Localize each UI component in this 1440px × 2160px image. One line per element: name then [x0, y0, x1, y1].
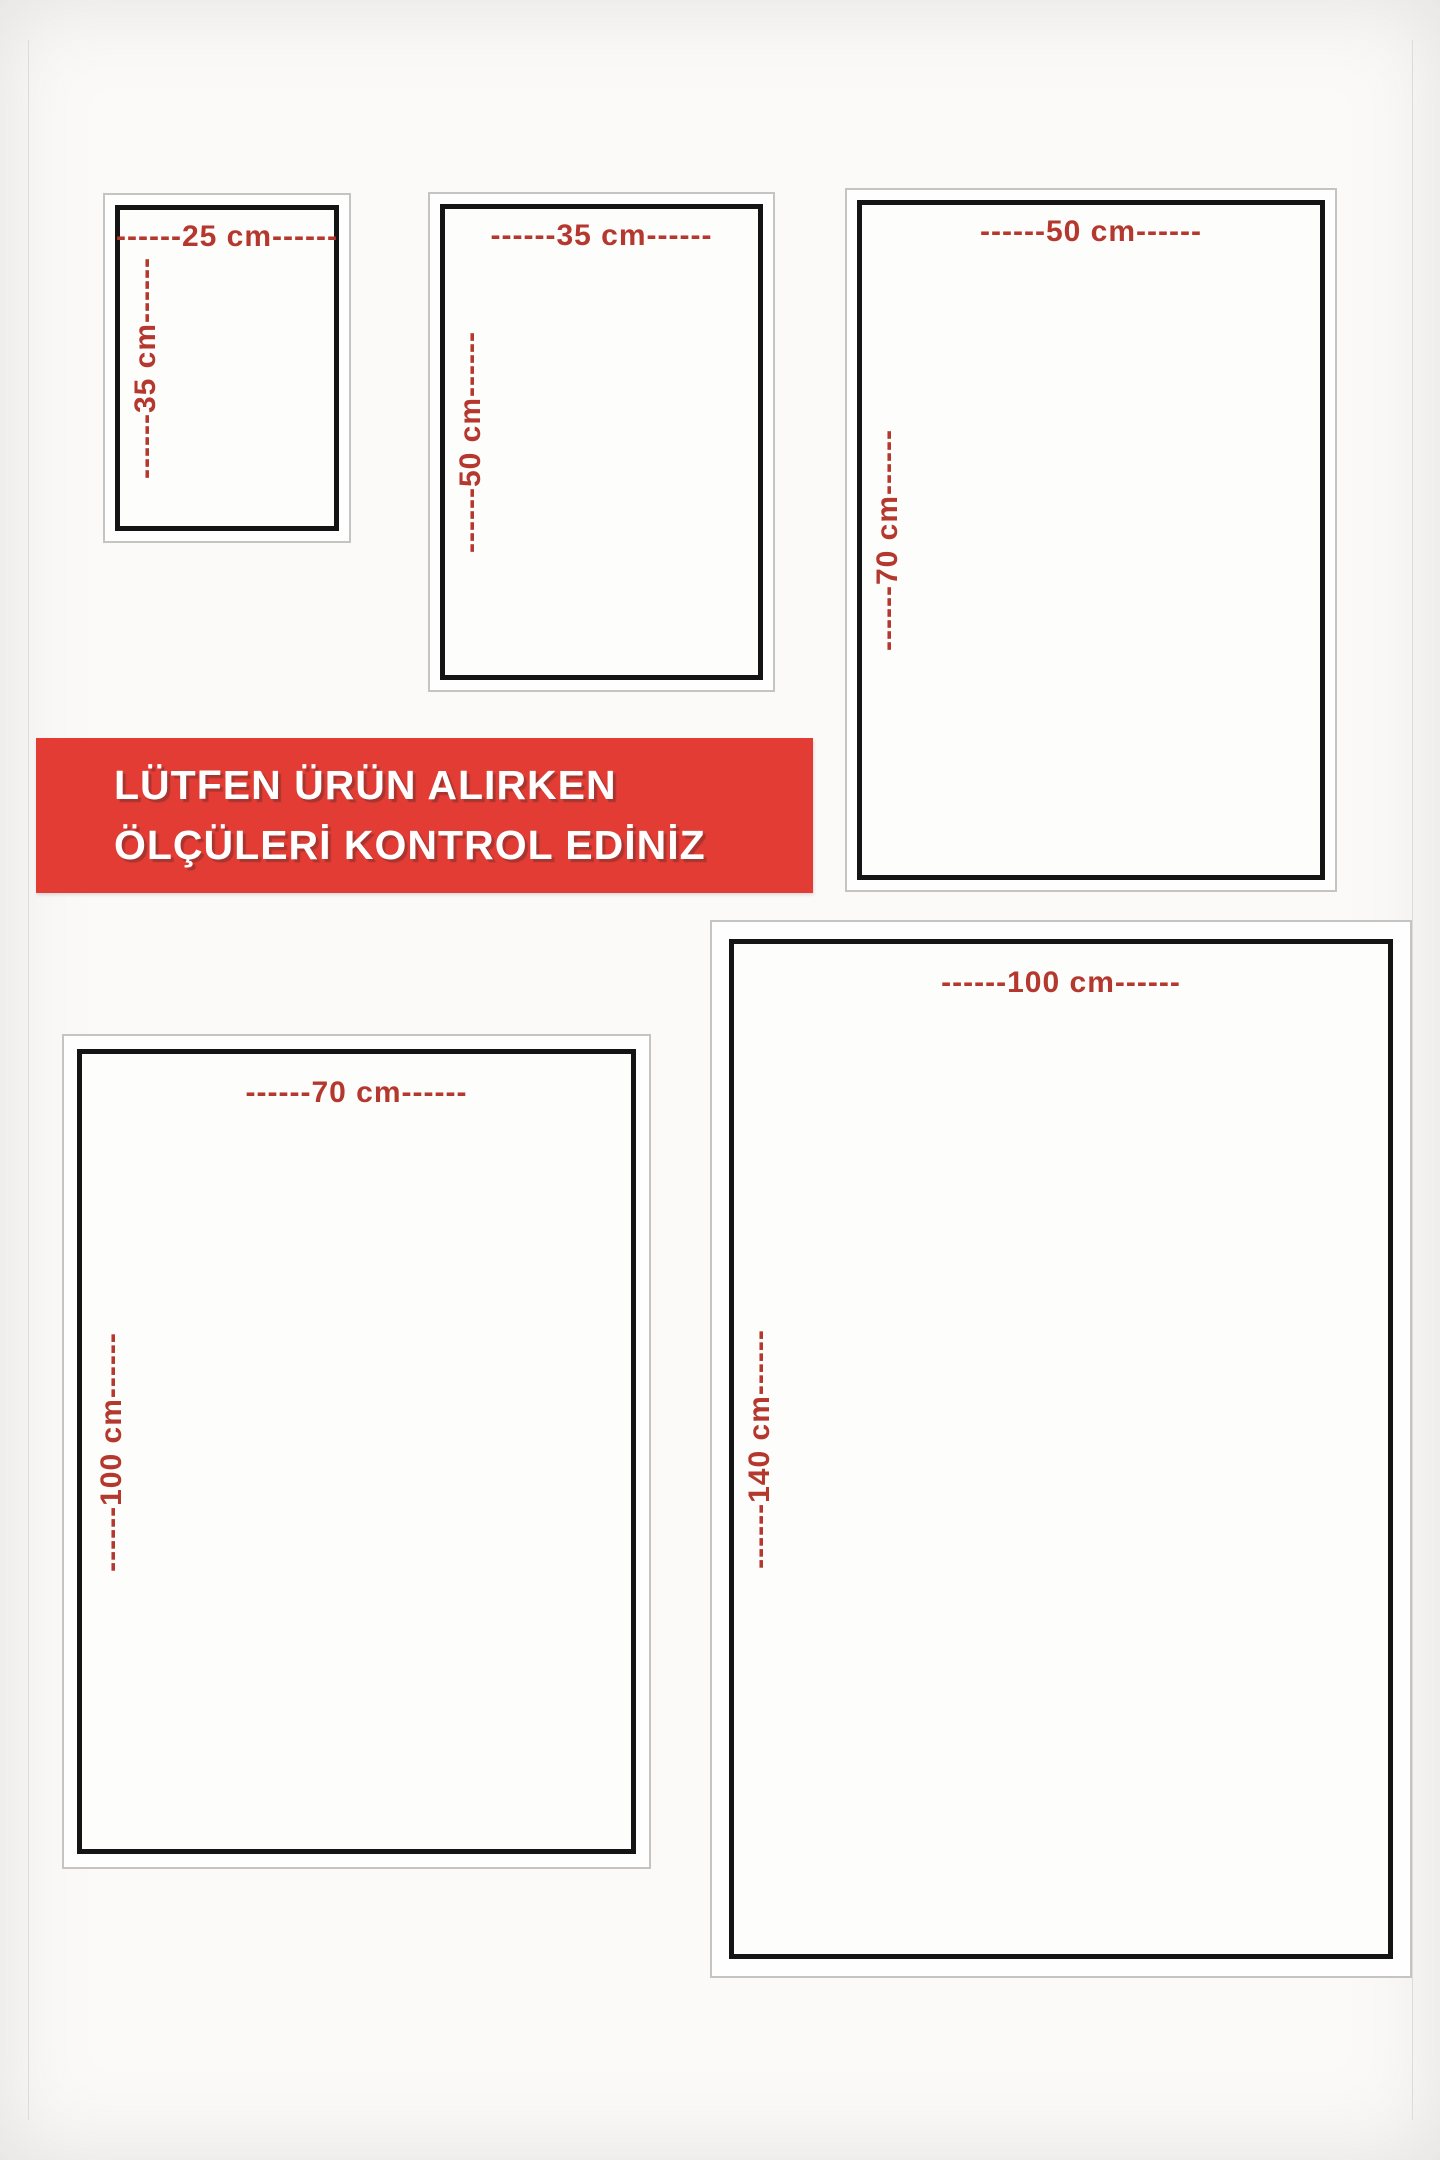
size-box-100x140: [710, 920, 1412, 1978]
width-dimension-label: ------70 cm------: [245, 1076, 468, 1109]
height-dimension-label: ------100 cm------: [95, 1331, 128, 1572]
height-dimension-label: ------140 cm------: [743, 1329, 776, 1569]
size-box-frame: [77, 1049, 636, 1854]
size-box-frame: [729, 939, 1393, 1959]
size-box-25x35: [103, 193, 351, 543]
warning-banner-line1: LÜTFEN ÜRÜN ALIRKEN: [114, 762, 617, 809]
size-box-35x50: [428, 192, 775, 692]
width-dimension-label: ------100 cm------: [941, 966, 1181, 999]
width-dimension-label: ------35 cm------: [490, 219, 713, 252]
size-box-70x100: [62, 1034, 651, 1869]
size-box-50x70: [845, 188, 1337, 892]
size-box-frame: [440, 204, 763, 680]
warning-banner: [36, 738, 813, 893]
width-dimension-label: ------25 cm------: [116, 220, 338, 253]
size-box-frame: [857, 200, 1325, 880]
height-dimension-label: ------70 cm------: [871, 429, 904, 651]
height-dimension-label: ------35 cm------: [129, 257, 162, 479]
page-edge-line: [28, 40, 29, 2120]
height-dimension-label: ------50 cm------: [454, 331, 487, 553]
size-box-frame: [115, 205, 339, 531]
page-edge-line: [1412, 40, 1413, 2120]
width-dimension-label: ------50 cm------: [980, 215, 1202, 248]
warning-banner-line2: ÖLÇÜLERİ KONTROL EDİNİZ: [114, 821, 706, 868]
